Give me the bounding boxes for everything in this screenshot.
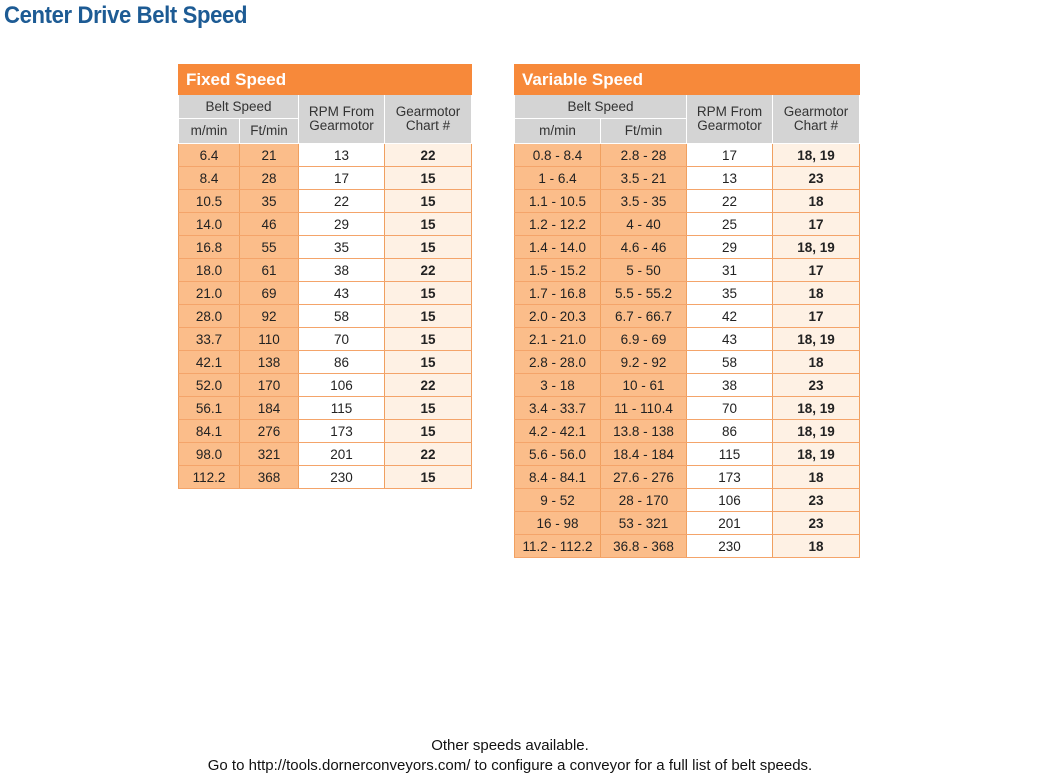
gearmotor-chart-cell: 18, 19 [773, 236, 860, 259]
table-row [515, 282, 860, 305]
m-min-cell: 1.4 - 14.0 [515, 236, 601, 259]
table-row [179, 466, 472, 489]
table-row [179, 236, 472, 259]
rpm-cell: 29 [687, 236, 773, 259]
rpm-cell: 201 [299, 443, 385, 466]
ft-min-cell: 92 [240, 305, 299, 328]
m-min-cell: 16.8 [179, 236, 240, 259]
m-min-cell: 14.0 [179, 213, 240, 236]
rpm-cell: 13 [687, 167, 773, 190]
ft-min-cell: 2.8 - 28 [601, 144, 687, 167]
rpm-cell: 43 [299, 282, 385, 305]
ft-min-cell: 28 - 170 [601, 489, 687, 512]
m-min-cell: 1.1 - 10.5 [515, 190, 601, 213]
ft-min-cell: 5 - 50 [601, 259, 687, 282]
rpm-header [299, 95, 385, 144]
ft-min-cell: 11 - 110.4 [601, 397, 687, 420]
belt-speed-header: Belt Speed [179, 95, 299, 119]
ft-min-cell: 28 [240, 167, 299, 190]
gearmotor-chart-header [773, 95, 860, 144]
rpm-cell: 38 [299, 259, 385, 282]
m-min-cell: 1.5 - 15.2 [515, 259, 601, 282]
m-min-cell: 0.8 - 8.4 [515, 144, 601, 167]
gearmotor-chart-cell: 18 [773, 535, 860, 558]
ft-min-cell: 321 [240, 443, 299, 466]
ft-min-cell: 10 - 61 [601, 374, 687, 397]
rpm-cell: 17 [687, 144, 773, 167]
table-row [179, 259, 472, 282]
table-row [515, 443, 860, 466]
rpm-cell: 173 [299, 420, 385, 443]
gearmotor-chart-cell: 15 [385, 213, 472, 236]
ft-min-cell: 110 [240, 328, 299, 351]
m-min-cell: 2.0 - 20.3 [515, 305, 601, 328]
table-row [515, 328, 860, 351]
m-min-cell: 42.1 [179, 351, 240, 374]
ft-min-cell: 138 [240, 351, 299, 374]
rpm-cell: 86 [687, 420, 773, 443]
m-min-cell: 98.0 [179, 443, 240, 466]
gearmotor-chart-cell: 22 [385, 259, 472, 282]
rpm-cell: 13 [299, 144, 385, 167]
rpm-cell: 201 [687, 512, 773, 535]
gearmotor-chart-cell: 15 [385, 282, 472, 305]
rpm-cell: 86 [299, 351, 385, 374]
ft-min-cell: 6.7 - 66.7 [601, 305, 687, 328]
m-min-cell: 21.0 [179, 282, 240, 305]
table-row [515, 512, 860, 535]
m-min-cell: 10.5 [179, 190, 240, 213]
rpm-cell: 38 [687, 374, 773, 397]
rpm-cell: 115 [687, 443, 773, 466]
fixed-speed-title: Fixed Speed [179, 65, 472, 95]
footer-note: Other speeds available. [431, 737, 589, 754]
m-min-cell: 1 - 6.4 [515, 167, 601, 190]
rpm-cell: 106 [299, 374, 385, 397]
rpm-cell: 70 [299, 328, 385, 351]
rpm-cell: 173 [687, 466, 773, 489]
ft-min-cell: 55 [240, 236, 299, 259]
ft-min-cell: 46 [240, 213, 299, 236]
m-min-cell: 8.4 [179, 167, 240, 190]
table-row [515, 190, 860, 213]
ft-min-header: Ft/min [601, 119, 687, 144]
table-row [515, 535, 860, 558]
table-row [179, 190, 472, 213]
rpm-cell: 230 [299, 466, 385, 489]
table-row [515, 489, 860, 512]
table-row [179, 167, 472, 190]
gearmotor-chart-cell: 23 [773, 489, 860, 512]
table-row [515, 144, 860, 167]
m-min-cell: 33.7 [179, 328, 240, 351]
ft-min-cell: 18.4 - 184 [601, 443, 687, 466]
rpm-cell: 42 [687, 305, 773, 328]
rpm-header-line2: Gearmotor [309, 118, 374, 133]
ft-min-cell: 35 [240, 190, 299, 213]
ft-min-cell: 53 - 321 [601, 512, 687, 535]
ft-min-cell: 61 [240, 259, 299, 282]
table-row [515, 420, 860, 443]
variable-speed-title: Variable Speed [515, 65, 860, 95]
rpm-cell: 70 [687, 397, 773, 420]
gearmotor-chart-cell: 18 [773, 466, 860, 489]
rpm-cell: 25 [687, 213, 773, 236]
gearmotor-chart-cell: 18 [773, 190, 860, 213]
m-min-cell: 2.1 - 21.0 [515, 328, 601, 351]
m-min-cell: 8.4 - 84.1 [515, 466, 601, 489]
table-row [515, 236, 860, 259]
gearmotor-chart-cell: 18, 19 [773, 443, 860, 466]
table-row [515, 167, 860, 190]
rpm-cell: 58 [299, 305, 385, 328]
m-min-cell: 28.0 [179, 305, 240, 328]
rpm-cell: 35 [299, 236, 385, 259]
m-min-cell: 5.6 - 56.0 [515, 443, 601, 466]
rpm-cell: 22 [687, 190, 773, 213]
gearmotor-chart-cell: 17 [773, 305, 860, 328]
ft-min-cell: 36.8 - 368 [601, 535, 687, 558]
gearmotor-chart-cell: 15 [385, 351, 472, 374]
m-min-cell: 4.2 - 42.1 [515, 420, 601, 443]
gearmotor-header-line2: Chart # [405, 118, 451, 133]
rpm-cell: 31 [687, 259, 773, 282]
ft-min-cell: 9.2 - 92 [601, 351, 687, 374]
gearmotor-chart-cell: 18, 19 [773, 397, 860, 420]
table-row [179, 328, 472, 351]
table-row [179, 374, 472, 397]
variable-speed-table [514, 64, 860, 558]
gearmotor-chart-cell: 15 [385, 328, 472, 351]
m-min-cell: 1.7 - 16.8 [515, 282, 601, 305]
gearmotor-header-line1: Gearmotor [783, 104, 849, 119]
m-min-cell: 3.4 - 33.7 [515, 397, 601, 420]
ft-min-header: Ft/min [240, 119, 299, 144]
ft-min-cell: 184 [240, 397, 299, 420]
gearmotor-chart-cell: 15 [385, 466, 472, 489]
gearmotor-chart-cell: 15 [385, 167, 472, 190]
gearmotor-chart-header [385, 95, 472, 144]
ft-min-cell: 69 [240, 282, 299, 305]
ft-min-cell: 4 - 40 [601, 213, 687, 236]
table-row [179, 305, 472, 328]
table-row [179, 282, 472, 305]
rpm-cell: 58 [687, 351, 773, 374]
table-row [515, 305, 860, 328]
table-row [179, 144, 472, 167]
table-row [179, 213, 472, 236]
gearmotor-chart-cell: 23 [773, 167, 860, 190]
gearmotor-chart-cell: 15 [385, 236, 472, 259]
rpm-header-line2: Gearmotor [697, 118, 762, 133]
gearmotor-chart-cell: 15 [385, 397, 472, 420]
fixed-speed-table [178, 64, 472, 489]
rpm-cell: 17 [299, 167, 385, 190]
gearmotor-chart-cell: 15 [385, 305, 472, 328]
table-row [515, 466, 860, 489]
gearmotor-chart-cell: 15 [385, 420, 472, 443]
table-row [515, 397, 860, 420]
gearmotor-chart-cell: 18, 19 [773, 144, 860, 167]
m-min-cell: 11.2 - 112.2 [515, 535, 601, 558]
m-min-cell: 56.1 [179, 397, 240, 420]
ft-min-cell: 4.6 - 46 [601, 236, 687, 259]
gearmotor-chart-cell: 18, 19 [773, 328, 860, 351]
rpm-header-line1: RPM From [308, 104, 375, 119]
ft-min-cell: 13.8 - 138 [601, 420, 687, 443]
gearmotor-chart-cell: 18 [773, 282, 860, 305]
gearmotor-chart-cell: 22 [385, 144, 472, 167]
rpm-cell: 29 [299, 213, 385, 236]
ft-min-cell: 3.5 - 21 [601, 167, 687, 190]
ft-min-cell: 276 [240, 420, 299, 443]
m-min-cell: 84.1 [179, 420, 240, 443]
ft-min-cell: 3.5 - 35 [601, 190, 687, 213]
table-row [515, 259, 860, 282]
table-row [515, 351, 860, 374]
gearmotor-header-line2: Chart # [793, 118, 839, 133]
m-min-header: m/min [515, 119, 601, 144]
gearmotor-chart-cell: 22 [385, 374, 472, 397]
m-min-header: m/min [179, 119, 240, 144]
rpm-cell: 106 [687, 489, 773, 512]
table-row [515, 374, 860, 397]
gearmotor-chart-cell: 22 [385, 443, 472, 466]
rpm-cell: 230 [687, 535, 773, 558]
rpm-header-line1: RPM From [696, 104, 763, 119]
table-row [515, 213, 860, 236]
ft-min-cell: 368 [240, 466, 299, 489]
m-min-cell: 18.0 [179, 259, 240, 282]
fixed-speed-rows [179, 144, 472, 489]
m-min-cell: 52.0 [179, 374, 240, 397]
table-row [179, 397, 472, 420]
variable-speed-rows [515, 144, 860, 558]
ft-min-cell: 6.9 - 69 [601, 328, 687, 351]
gearmotor-chart-cell: 18 [773, 351, 860, 374]
rpm-cell: 43 [687, 328, 773, 351]
table-row [179, 351, 472, 374]
belt-speed-header: Belt Speed [515, 95, 687, 119]
rpm-cell: 22 [299, 190, 385, 213]
m-min-cell: 9 - 52 [515, 489, 601, 512]
ft-min-cell: 21 [240, 144, 299, 167]
footer-link-note: Go to http://tools.dornerconveyors.com/ to configure a conveyor for a full list of belt speeds. [207, 757, 813, 774]
m-min-cell: 2.8 - 28.0 [515, 351, 601, 374]
page-title: Center Drive Belt Speed [4, 2, 248, 29]
rpm-header [687, 95, 773, 144]
ft-min-cell: 5.5 - 55.2 [601, 282, 687, 305]
m-min-cell: 112.2 [179, 466, 240, 489]
gearmotor-chart-cell: 17 [773, 259, 860, 282]
m-min-cell: 16 - 98 [515, 512, 601, 535]
table-row [179, 420, 472, 443]
gearmotor-chart-cell: 17 [773, 213, 860, 236]
rpm-cell: 115 [299, 397, 385, 420]
gearmotor-chart-cell: 23 [773, 374, 860, 397]
m-min-cell: 6.4 [179, 144, 240, 167]
ft-min-cell: 27.6 - 276 [601, 466, 687, 489]
m-min-cell: 3 - 18 [515, 374, 601, 397]
rpm-cell: 35 [687, 282, 773, 305]
gearmotor-chart-cell: 15 [385, 190, 472, 213]
table-row [179, 443, 472, 466]
ft-min-cell: 170 [240, 374, 299, 397]
gearmotor-header-line1: Gearmotor [395, 104, 461, 119]
gearmotor-chart-cell: 18, 19 [773, 420, 860, 443]
gearmotor-chart-cell: 23 [773, 512, 860, 535]
m-min-cell: 1.2 - 12.2 [515, 213, 601, 236]
